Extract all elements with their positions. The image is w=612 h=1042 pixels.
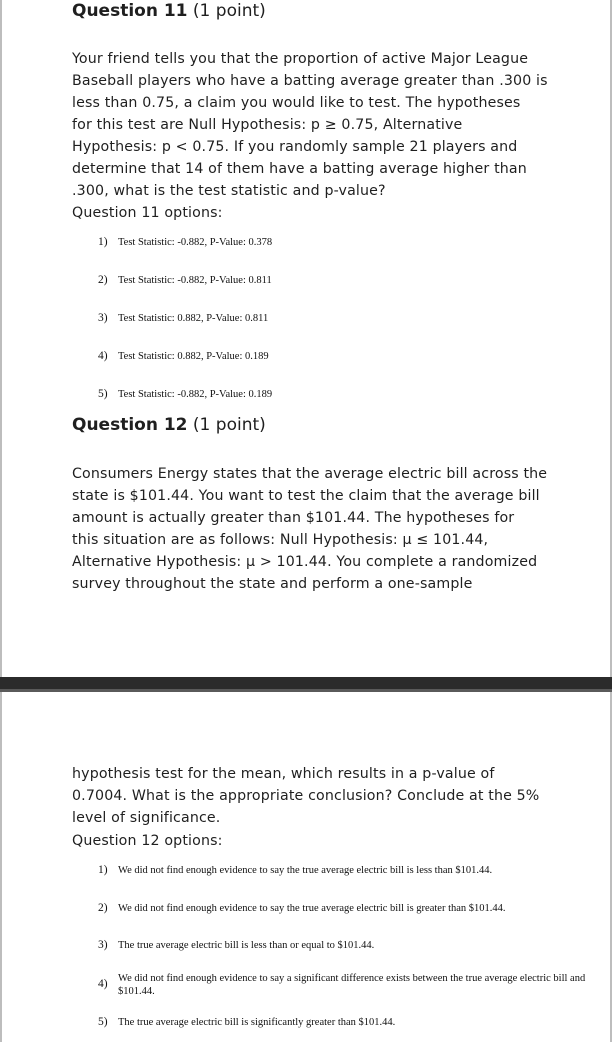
q11-option-5[interactable]: [98, 388, 272, 400]
option-text: The true average electric bill is less than or equal to $101.44.: [118, 940, 375, 951]
option-text: Test Statistic: -0.882, P-Value: 0.378: [118, 237, 273, 248]
q12-option-1[interactable]: [98, 864, 492, 876]
option-text: Test Statistic: -0.882, P-Value: 0.189: [118, 389, 273, 400]
question-text-line: this situation are as follows: Null Hypothesis: μ ≤ 101.44,: [72, 532, 489, 548]
question-text-line: for this test are Null Hypothesis: p ≥ 0.75, Alternative: [72, 117, 463, 133]
question-text-line: 0.7004. What is the appropriate conclusion? Conclude at the 5%: [72, 788, 540, 804]
option-text: We did not find enough evidence to say a significant difference exists between the true average electric bill and $101.44.: [118, 973, 586, 997]
q11-option-1[interactable]: [98, 236, 272, 248]
q12-option-5[interactable]: [98, 1016, 395, 1028]
option-number: 1): [98, 236, 108, 248]
question-12-text-part-2: [72, 763, 552, 829]
question-12-text-part-1: [72, 463, 552, 595]
question-text-line: Consumers Energy states that the average electric bill across the: [72, 466, 548, 482]
question-text-line: Hypothesis: p < 0.75. If you randomly sample 21 players and: [72, 139, 518, 155]
option-number: 4): [98, 350, 108, 362]
question-text-line: determine that 14 of them have a batting average higher than: [72, 161, 527, 177]
question-text-line: less than 0.75, a claim you would like to test. The hypotheses: [72, 95, 521, 111]
option-text: We did not find enough evidence to say the true average electric bill is greater than $101.44.: [118, 903, 506, 914]
question-number: Question 11: [72, 1, 188, 21]
question-12-options-label: Question 12 options:: [72, 833, 223, 849]
question-11-title: [72, 1, 266, 21]
question-text-line: Baseball players who have a batting average greater than .300 is: [72, 73, 548, 89]
option-text: Test Statistic: -0.882, P-Value: 0.811: [118, 275, 272, 286]
option-number: 5): [98, 1016, 108, 1028]
question-text-line: hypothesis test for the mean, which results in a p-value of: [72, 766, 495, 782]
page-separator: [0, 677, 612, 692]
option-text: The true average electric bill is significantly greater than $101.44.: [118, 1017, 396, 1028]
option-number: 4): [98, 978, 108, 990]
option-text: Test Statistic: 0.882, P-Value: 0.811: [118, 313, 269, 324]
question-text-line: amount is actually greater than $101.44. The hypotheses for: [72, 510, 515, 526]
question-text-line: Alternative Hypothesis: μ > 101.44. You complete a randomized: [72, 554, 538, 570]
question-points: (1 point): [192, 1, 266, 21]
page-2: [0, 692, 612, 1042]
option-number: 2): [98, 274, 108, 286]
q12-option-2[interactable]: [98, 902, 506, 914]
question-text-line: .300, what is the test statistic and p-value?: [72, 183, 386, 199]
option-number: 3): [98, 939, 108, 951]
option-text: Test Statistic: 0.882, P-Value: 0.189: [118, 351, 269, 362]
question-text-line: level of significance.: [72, 810, 221, 826]
option-number: 1): [98, 864, 108, 876]
question-11-text: [72, 48, 552, 202]
question-text-line: survey throughout the state and perform a one-sample: [72, 576, 473, 592]
question-number: Question 12: [72, 415, 188, 435]
question-12-title: [72, 415, 266, 435]
q11-option-2[interactable]: [98, 274, 272, 286]
q11-option-3[interactable]: [98, 312, 268, 324]
q12-option-4[interactable]: [98, 972, 598, 1000]
question-11-options-label: Question 11 options:: [72, 205, 223, 221]
option-number: 2): [98, 902, 108, 914]
option-number: 5): [98, 388, 108, 400]
q12-option-3[interactable]: [98, 939, 374, 951]
option-text: We did not find enough evidence to say the true average electric bill is less than $101.44.: [118, 865, 493, 876]
option-number: 3): [98, 312, 108, 324]
question-text-line: Your friend tells you that the proportion of active Major League: [72, 51, 529, 67]
q11-option-4[interactable]: [98, 350, 269, 362]
question-text-line: state is $101.44. You want to test the claim that the average bill: [72, 488, 540, 504]
question-points: (1 point): [192, 415, 266, 435]
